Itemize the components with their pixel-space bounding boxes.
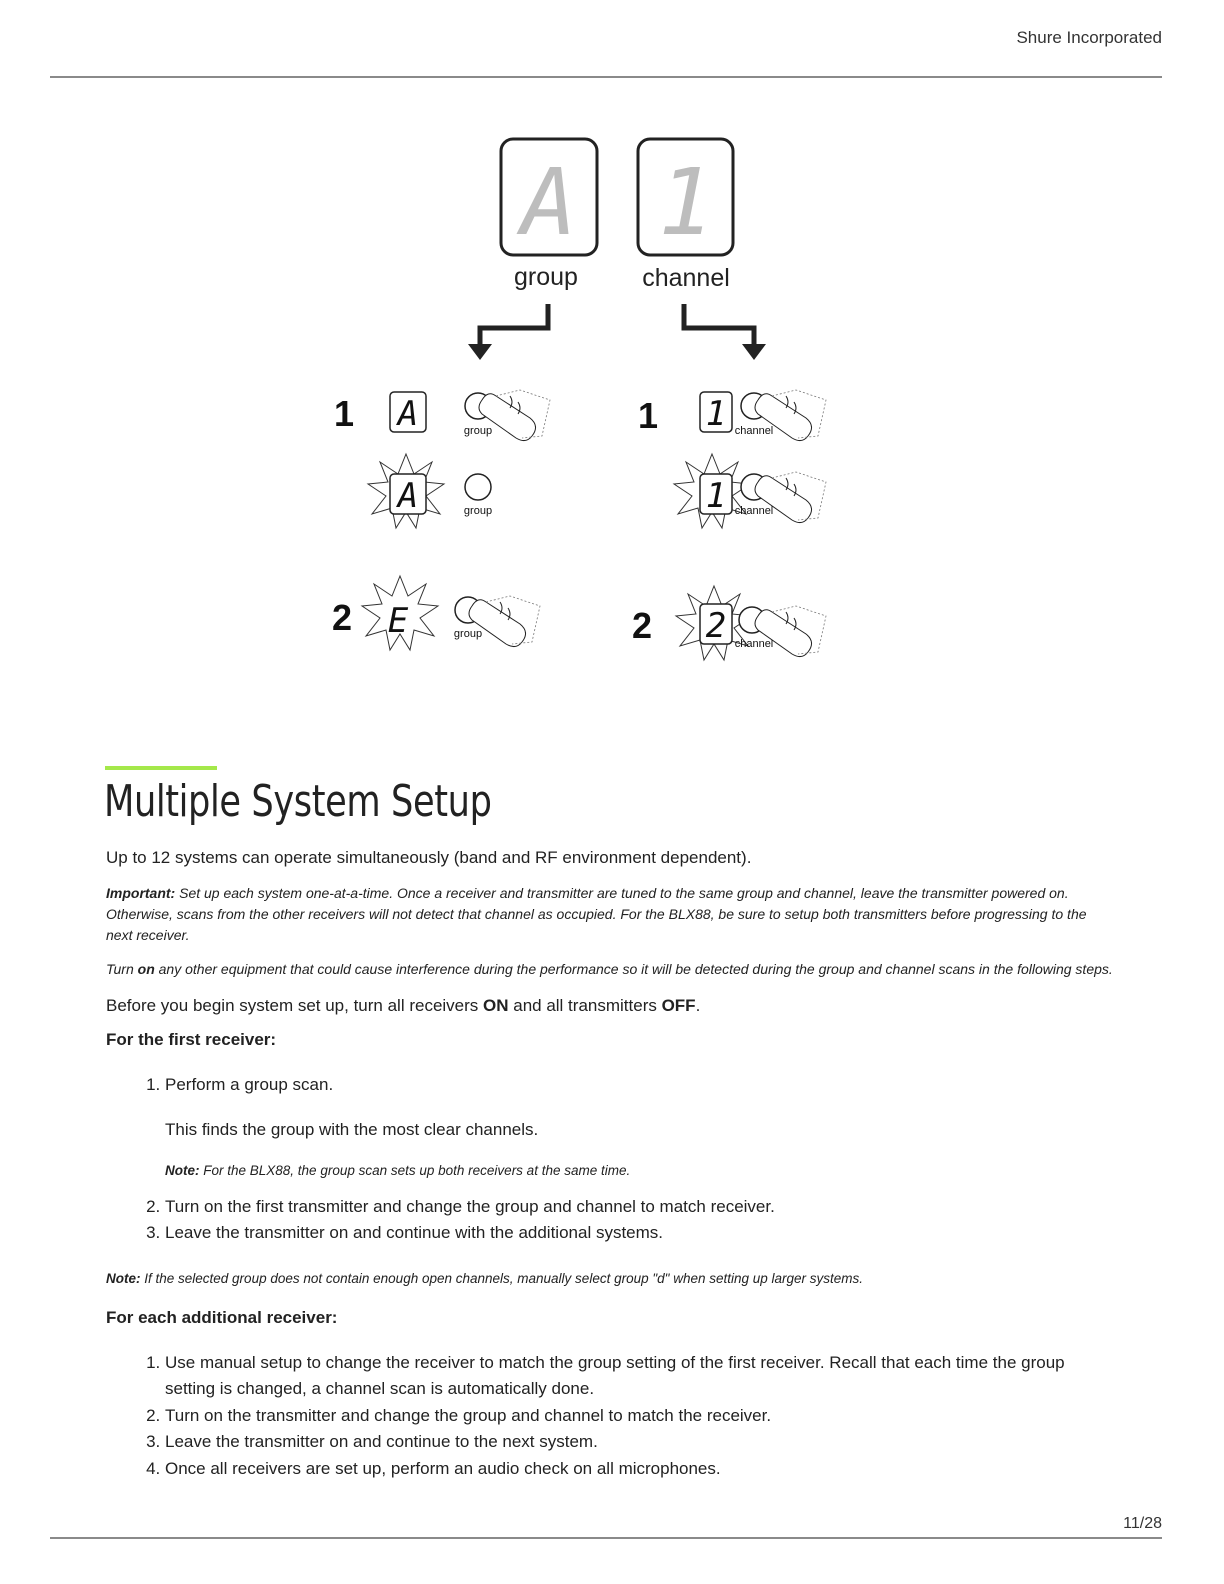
intro-text: Up to 12 systems can operate simultaneously (band and RF environment dependent). (106, 848, 752, 867)
section-content (106, 845, 1116, 1482)
channel-step-1-number: 1 (638, 395, 659, 436)
channel-result-digit: 2 (705, 606, 727, 646)
list-item: 1. Use manual setup to change the receiver to match the group setting of the first receiver. Recall that each time the group setting is changed, a channel scan is automatically done. (165, 1350, 1116, 1403)
section-title: Multiple System Setup (104, 776, 492, 827)
svg-text:1: 1 (705, 394, 727, 434)
interference-note: Turn on any other equipment that could cause interference during the performance so it will be detected during the group and channel scans in the following steps. (106, 961, 1113, 977)
svg-text:group: group (453, 628, 483, 640)
additional-receiver-heading: For each additional receiver: (106, 1307, 338, 1327)
list-item: 2. Turn on the transmitter and change the group and channel to match the receiver. (165, 1403, 1116, 1430)
header-company-name: Shure Incorporated (1016, 28, 1162, 47)
channel-display-digit: 1 (658, 149, 714, 256)
group-label: group (514, 263, 578, 291)
list-item: 4. Once all receivers are set up, perform an audio check on all microphones. (165, 1456, 1116, 1483)
group-channel-diagram (320, 130, 860, 690)
list-item: 3. Leave the transmitter on and continue with the additional systems. (165, 1220, 1116, 1247)
group-d-note: Note: If the selected group does not contain enough open channels, manually select group "d" when setting up larger systems. (106, 1270, 864, 1286)
group-step-1-number: 1 (334, 393, 355, 434)
group-arrow (480, 304, 548, 348)
group-display-digit: A (521, 149, 577, 256)
list-item: 3. Leave the transmitter on and continue to the next system. (165, 1429, 1116, 1456)
svg-text:1: 1 (705, 476, 727, 516)
group-button-released (465, 474, 491, 500)
svg-text:channel: channel (734, 505, 774, 517)
list-item: 2. Turn on the first transmitter and change the group and channel to match receiver. (165, 1194, 1116, 1221)
important-note: Important: Set up each system one-at-a-time. Once a receiver and transmitter are tuned to the same group and channel, leave the transmitter powered on. Otherwise, scans from the other receivers will not detect that channel as occupied. For the BLX88, be sure to setup both transmitters before progressing to the next receiver. (106, 885, 1087, 943)
svg-text:A: A (397, 476, 419, 516)
first-receiver-heading: For the first receiver: (106, 1030, 277, 1049)
first-receiver-steps (106, 1072, 1116, 1247)
group-step-2-number: 2 (332, 597, 353, 638)
svg-text:A: A (397, 394, 419, 434)
channel-step-2-number: 2 (632, 605, 653, 646)
channel-label: channel (642, 264, 730, 292)
step-detail: This finds the group with the most clear channels. (165, 1119, 539, 1139)
svg-text:channel: channel (734, 425, 774, 437)
header-divider (50, 76, 1162, 78)
section-accent-bar (105, 766, 217, 770)
svg-text:channel: channel (734, 638, 774, 650)
channel-arrow (684, 304, 754, 348)
svg-text:group: group (463, 425, 493, 437)
footer-divider (50, 1537, 1162, 1539)
step-note: Note: For the BLX88, the group scan sets up both receivers at the same time. (165, 1162, 631, 1178)
list-item: 1. Perform a group scan. This finds the group with the most clear channels. Note: For the BLX88, the group scan sets up both receivers at the same time. (165, 1072, 1116, 1181)
svg-text:group: group (463, 505, 493, 517)
page-number: 11/28 (1123, 1515, 1162, 1532)
before-setup-text: Before you begin system set up, turn all receivers ON and all transmitters OFF. (106, 996, 701, 1015)
group-result-digit: E (387, 601, 409, 641)
additional-receiver-steps (106, 1350, 1116, 1483)
